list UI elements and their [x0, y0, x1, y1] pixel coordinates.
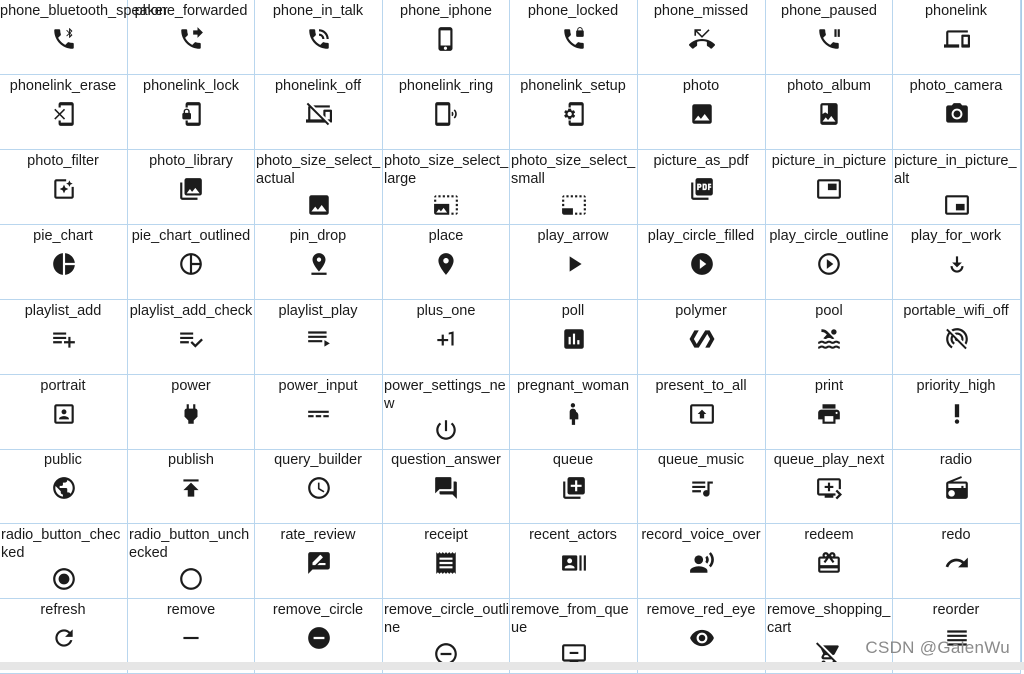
phone-paused-icon — [816, 26, 842, 52]
icon-label: phonelink_off — [274, 78, 361, 94]
phonelink-lock-icon — [178, 101, 204, 127]
icon-cell — [510, 225, 638, 300]
icon-cell — [255, 225, 383, 300]
icon-label: portable_wifi_off — [903, 303, 1009, 319]
play-circle-filled-icon — [689, 251, 715, 277]
icon-cell — [128, 75, 255, 150]
icon-cell — [128, 225, 255, 300]
icon-label: phonelink — [924, 3, 988, 19]
watermark: CSDN @GalenWu — [865, 638, 1010, 657]
phonelink-setup-icon — [561, 101, 587, 127]
refresh-icon — [51, 625, 77, 651]
icon-cell — [128, 300, 255, 375]
phonelink-off-icon — [306, 101, 332, 127]
icon-label: photo_size_select_actual — [256, 153, 381, 187]
icon-cell — [383, 300, 510, 375]
icon-cell — [0, 75, 128, 150]
icon-cell — [893, 524, 1021, 599]
icon-label: play_for_work — [910, 228, 1002, 244]
icon-cell — [255, 150, 383, 225]
icon-cell — [383, 524, 510, 599]
icon-cell — [0, 150, 128, 225]
photo-size-select-small-icon — [561, 192, 587, 218]
icon-cell — [0, 300, 128, 375]
icon-cell — [0, 375, 128, 450]
icon-cell — [638, 150, 766, 225]
pool-icon — [816, 326, 842, 352]
play-for-work-icon — [944, 251, 970, 277]
icon-label: phone_bluetooth_speaker — [0, 3, 168, 19]
icon-cell — [0, 0, 168, 75]
icon-cell — [510, 375, 638, 450]
icon-label: playlist_add_check — [129, 303, 253, 319]
icon-cell — [766, 75, 893, 150]
queue-music-icon — [689, 475, 715, 501]
icon-cell — [383, 75, 510, 150]
phone-forwarded-icon — [178, 26, 204, 52]
icon-cell — [255, 75, 383, 150]
priority-high-icon — [944, 401, 970, 427]
icon-cell — [255, 375, 383, 450]
icon-label: rate_review — [280, 527, 356, 543]
icon-cell — [638, 375, 766, 450]
icon-label: queue — [552, 452, 594, 468]
icon-label: priority_high — [916, 378, 996, 394]
phone-missed-icon — [689, 26, 715, 52]
icon-cell — [0, 524, 128, 599]
icon-label: picture_in_picture — [771, 153, 887, 169]
phone-in-talk-icon — [306, 26, 332, 52]
icon-label: queue_play_next — [773, 452, 885, 468]
radio-button-unchecked-icon — [178, 566, 204, 592]
icon-label: polymer — [675, 303, 727, 319]
icon-label: record_voice_over — [641, 527, 761, 543]
icon-cell — [383, 0, 510, 75]
icon-label: phone_forwarded — [134, 3, 248, 19]
icon-cell — [128, 524, 255, 599]
icon-cell — [255, 524, 383, 599]
poll-icon — [561, 326, 587, 352]
icon-label: power — [171, 378, 211, 394]
picture-as-pdf-icon — [689, 176, 715, 202]
icon-label: phonelink_setup — [520, 78, 626, 94]
icon-label: photo_library — [149, 153, 233, 169]
phonelink-erase-icon — [51, 101, 77, 127]
icon-label: print — [814, 378, 844, 394]
icon-label: phonelink_lock — [143, 78, 239, 94]
pin-drop-icon — [306, 251, 332, 277]
icon-label: portrait — [40, 378, 86, 394]
place-icon — [433, 251, 459, 277]
icon-label: phone_iphone — [400, 3, 492, 19]
remove-red-eye-icon — [689, 625, 715, 651]
icon-cell — [766, 150, 893, 225]
query-builder-icon — [306, 475, 332, 501]
icon-cell — [766, 225, 893, 300]
icon-label: remove_circle_outline — [384, 602, 509, 636]
photo-album-icon — [816, 101, 842, 127]
playlist-add-check-icon — [178, 326, 204, 352]
plus-one-icon — [433, 326, 459, 352]
icon-label: radio_button_checked — [1, 527, 121, 561]
photo-camera-icon — [944, 101, 970, 127]
icon-label: playlist_play — [278, 303, 358, 319]
recent-actors-icon — [561, 550, 587, 576]
icon-cell — [128, 449, 255, 524]
icon-label: phone_locked — [527, 3, 619, 19]
icon-label: playlist_add — [24, 303, 102, 319]
icon-cell — [255, 300, 383, 375]
icon-label: pin_drop — [289, 228, 347, 244]
phonelink-ring-icon — [433, 101, 459, 127]
icon-label: photo_camera — [909, 78, 1003, 94]
icon-cell — [510, 300, 638, 375]
icon-label: plus_one — [416, 303, 476, 319]
queue-play-next-icon — [816, 475, 842, 501]
phone-locked-icon — [561, 26, 587, 52]
icon-cell — [510, 0, 638, 75]
icon-label: reorder — [932, 602, 980, 618]
icon-label: photo_album — [787, 78, 871, 94]
icon-cell — [255, 449, 383, 524]
icon-cell — [893, 225, 1021, 300]
phonelink-icon — [944, 26, 970, 52]
icon-label: pregnant_woman — [516, 378, 630, 394]
icon-cell — [766, 300, 893, 375]
icon-cell — [638, 449, 766, 524]
icon-cell — [128, 0, 255, 75]
pie-chart-icon — [51, 251, 77, 277]
icon-label: play_circle_filled — [647, 228, 755, 244]
icon-cell — [893, 449, 1021, 524]
icon-cell — [766, 0, 893, 75]
question-answer-icon — [433, 475, 459, 501]
icon-cell — [638, 225, 766, 300]
power-input-icon — [306, 401, 332, 427]
queue-icon — [561, 475, 587, 501]
power-icon — [178, 401, 204, 427]
icon-cell — [638, 300, 766, 375]
icon-label: remove_red_eye — [646, 602, 756, 618]
icon-label: phonelink_erase — [9, 78, 117, 94]
icon-cell — [893, 0, 1021, 75]
print-icon — [816, 401, 842, 427]
icon-label: remove_shopping_cart — [767, 602, 891, 636]
photo-filter-icon — [51, 176, 77, 202]
radio-button-checked-icon — [51, 566, 77, 592]
photo-library-icon — [178, 176, 204, 202]
icon-label: picture_in_picture_alt — [894, 153, 1017, 187]
power-settings-new-icon — [433, 417, 459, 443]
icon-cell — [0, 449, 128, 524]
icon-label: play_arrow — [537, 228, 609, 244]
icon-label: remove_circle — [272, 602, 364, 618]
icon-label: pool — [815, 303, 843, 319]
photo-size-select-large-icon — [433, 192, 459, 218]
icon-cell — [383, 150, 510, 225]
icon-label: phone_paused — [781, 3, 877, 19]
icon-cell — [255, 0, 383, 75]
icon-label: power_settings_new — [384, 378, 506, 412]
redo-icon — [944, 550, 970, 576]
icon-label: query_builder — [274, 452, 362, 468]
icon-cell — [638, 0, 766, 75]
picture-in-picture-icon — [816, 176, 842, 202]
icon-label: power_input — [278, 378, 358, 394]
icon-cell — [383, 449, 510, 524]
icon-label: remove_from_queue — [511, 602, 629, 636]
pregnant-woman-icon — [561, 401, 587, 427]
icon-label: publish — [168, 452, 214, 468]
public-icon — [51, 475, 77, 501]
publish-icon — [178, 475, 204, 501]
icon-label: present_to_all — [655, 378, 747, 394]
picture-in-picture-alt-icon — [944, 192, 970, 218]
photo-icon — [689, 101, 715, 127]
icon-label: play_circle_outline — [769, 228, 889, 244]
icon-cell — [766, 524, 893, 599]
phone-iphone-icon — [433, 26, 459, 52]
icon-cell — [383, 225, 510, 300]
icon-cell — [766, 449, 893, 524]
icon-cell — [510, 75, 638, 150]
icon-label: recent_actors — [529, 527, 617, 543]
window-bottom-edge — [0, 662, 1024, 670]
playlist-play-icon — [306, 326, 332, 352]
record-voice-over-icon — [689, 550, 715, 576]
icon-label: redeem — [804, 527, 854, 543]
icon-label: pie_chart — [33, 228, 93, 244]
portable-wifi-off-icon — [944, 326, 970, 352]
polymer-icon — [689, 326, 715, 352]
icon-label: question_answer — [391, 452, 501, 468]
redeem-icon — [816, 550, 842, 576]
icon-label: poll — [561, 303, 585, 319]
play-arrow-icon — [561, 251, 587, 277]
icon-cell — [893, 375, 1021, 450]
icon-label: redo — [941, 527, 971, 543]
icon-cell — [510, 524, 638, 599]
icon-cell — [638, 75, 766, 150]
phone-bluetooth-speaker-icon — [51, 26, 77, 52]
icon-cell — [893, 300, 1021, 375]
icon-label: place — [428, 228, 464, 244]
icon-label: phone_in_talk — [272, 3, 364, 19]
icon-label: phone_missed — [653, 3, 749, 19]
icon-label: pie_chart_outlined — [131, 228, 251, 244]
icon-cell — [766, 375, 893, 450]
icon-cell — [0, 225, 128, 300]
icon-cell — [510, 449, 638, 524]
icon-label: queue_music — [657, 452, 745, 468]
icon-label: refresh — [40, 602, 86, 618]
present-to-all-icon — [689, 401, 715, 427]
icon-label: photo — [682, 78, 720, 94]
portrait-icon — [51, 401, 77, 427]
icon-label: remove — [166, 602, 216, 618]
icon-label: photo_filter — [27, 153, 99, 169]
icon-label: photo_size_select_small — [511, 153, 636, 187]
rate-review-icon — [306, 550, 332, 576]
remove-circle-icon — [306, 625, 332, 651]
icon-cell — [510, 150, 638, 225]
icon-label: picture_as_pdf — [653, 153, 749, 169]
icon-cell — [893, 75, 1021, 150]
radio-icon — [944, 475, 970, 501]
photo-size-select-actual-icon — [306, 192, 332, 218]
icon-cell — [128, 150, 255, 225]
pie-chart-outlined-icon — [178, 251, 204, 277]
icon-cell — [383, 375, 510, 450]
icon-label: radio_button_unchecked — [129, 527, 250, 561]
icon-cell — [893, 150, 1021, 225]
icon-label: radio — [939, 452, 973, 468]
playlist-add-icon — [51, 326, 77, 352]
receipt-icon — [433, 550, 459, 576]
icon-cell — [128, 375, 255, 450]
icon-cell — [638, 524, 766, 599]
icon-label: receipt — [424, 527, 468, 543]
icon-label: phonelink_ring — [398, 78, 494, 94]
icon-label: public — [44, 452, 82, 468]
play-circle-outline-icon — [816, 251, 842, 277]
icon-label: photo_size_select_large — [384, 153, 509, 187]
remove-icon — [178, 625, 204, 651]
